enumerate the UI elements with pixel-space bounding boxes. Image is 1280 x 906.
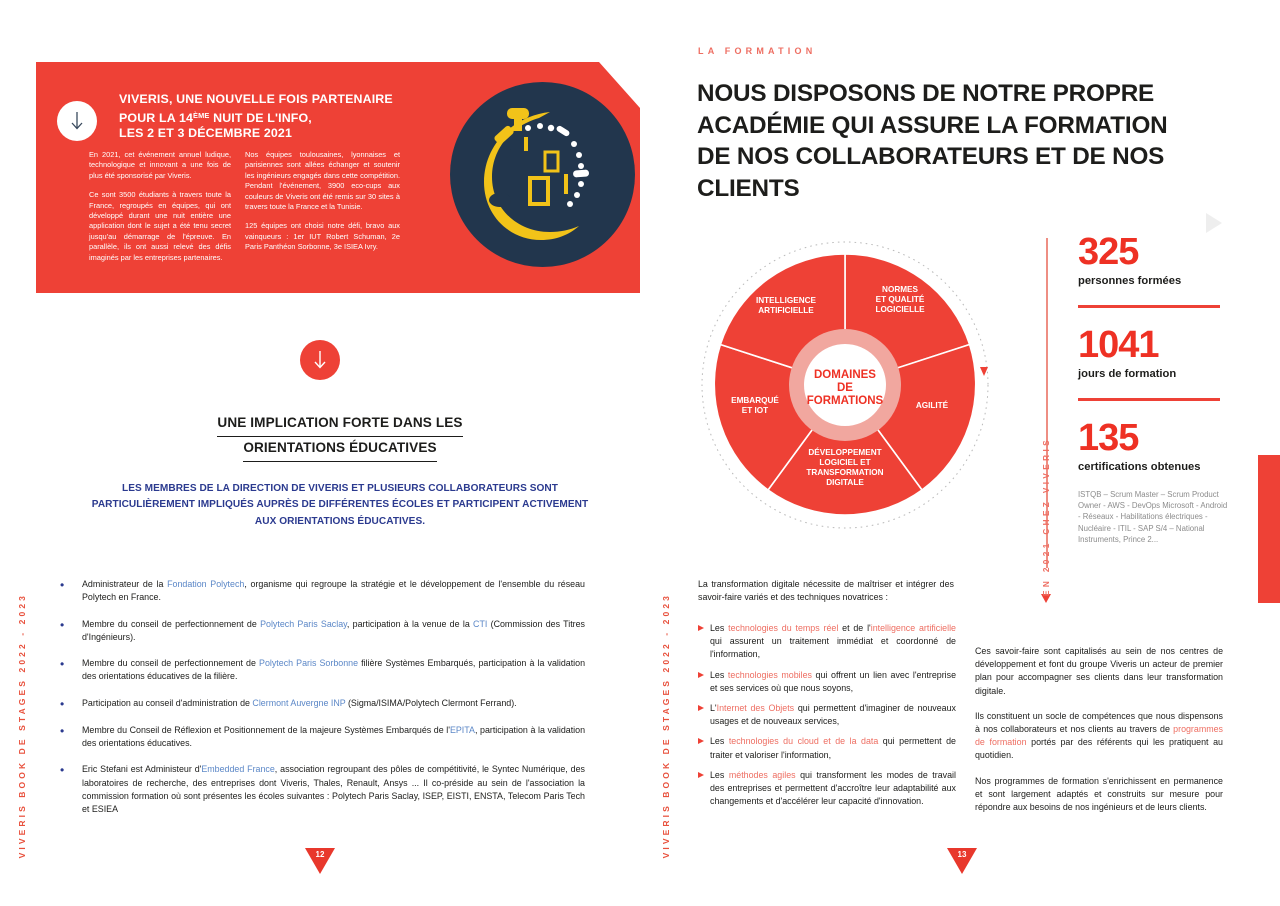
section-heading: [110, 412, 570, 462]
inline-highlight: méthodes agiles: [728, 769, 796, 780]
inline-link[interactable]: Fondation Polytech: [167, 579, 245, 589]
stat-block: [1078, 232, 1228, 287]
section-heading-line1: UNE IMPLICATION FORTE DANS LES: [217, 412, 462, 437]
inline-highlight: technologies mobiles: [727, 669, 812, 680]
section-subheading: LES MEMBRES DE LA DIRECTION DE VIVERIS ET PLUSIEURS COLLABORATEURS SONT PARTICULIÈREMENT IMPLIQUÉS AUPRÈS DE DIFFÉRENTES ÉCOLES ET PARTICIPENT ACTIVEMENT AUX ORIENTATIONS ÉDUCATIVES.: [91, 483, 589, 527]
stat-block: [1078, 325, 1228, 380]
technologies-list: [698, 622, 956, 815]
stats-column: [1078, 232, 1228, 545]
inline-highlight: intelligence artificielle: [870, 623, 956, 633]
inline-link[interactable]: CTI: [473, 618, 488, 629]
svg-text:ARTIFICIELLE: ARTIFICIELLE: [758, 306, 814, 315]
inline-highlight: technologies du temps réel: [728, 623, 839, 633]
stat-number: 135: [1078, 417, 1139, 459]
inline-link[interactable]: Polytech Paris Sorbonne: [259, 658, 359, 669]
bullet-dot-icon: •: [60, 617, 65, 632]
paragraph: Ils constituent un socle de compétences que nous dispensons à nos collaborateurs et nos clients au travers de programmes de formation portés par des référents qui les pratiquent au quotidien.: [975, 710, 1223, 761]
inline-highlight: Internet des Objets: [716, 703, 795, 714]
paragraph: Nos programmes de formation s'enrichissent en permanence et sont largement adaptés et construits sur mesure pour répondre aux besoins de nos ingénieurs et de leurs clients.: [975, 775, 1223, 813]
list-item: [60, 763, 585, 816]
list-item: [698, 622, 956, 662]
section-eyebrow: LA FORMATION: [698, 46, 817, 56]
svg-text:INTELLIGENCE: INTELLIGENCE: [755, 296, 817, 305]
inline-highlight: programmes de formation: [975, 724, 1223, 748]
hero-title-line1: VIVERIS, UNE NOUVELLE FOIS PARTENAIRE: [119, 92, 393, 106]
list-item-text: Les méthodes agiles qui transforment les modes de travail des entreprises et permettent d'accroître leur adaptabilité aux changements et d'accélérer leur capacité d'innovation.: [710, 769, 956, 807]
divider: [1078, 398, 1220, 401]
svg-text:DE: DE: [837, 382, 853, 394]
svg-text:FORMATIONS: FORMATIONS: [806, 395, 884, 407]
stat-number: 1041: [1078, 324, 1159, 366]
triangle-bullet-icon: [698, 672, 710, 695]
page-title: NOUS DISPOSONS DE NOTRE PROPRE ACADÉMIE QUI ASSURE LA FORMATION DE NOS COLLABORATEURS ET DE NOS CLIENTS: [697, 80, 1168, 202]
list-item-text: Les technologies du temps réel et de l'intelligence artificielle qui assurent un traitement immédiat et coordonné de l'information,: [710, 623, 956, 660]
stats-axis-label: EN 2021 CHEZ VIVERIS: [1042, 436, 1051, 596]
svg-text:ET QUALITÉ: ET QUALITÉ: [875, 295, 925, 304]
bullet-dot-icon: •: [60, 696, 65, 711]
sidebar-label-left: VIVERIS BOOK DE STAGES 2022 - 2023: [17, 592, 27, 858]
triangle-bullet-icon: [698, 772, 710, 809]
inline-link[interactable]: Embedded France: [201, 764, 275, 775]
section-heading-line2: ORIENTATIONS ÉDUCATIVES: [243, 437, 436, 462]
triangle-bullet-icon: [698, 705, 710, 728]
hero-paragraph: Nos équipes toulousaines, lyonnaises et parisiennes sont allées échanger et soutenir les ingénieurs engagés dans cette compétition. Pendant l'événement, 3900 eco-cups aux couleurs de Viveris ont été remis sur 30 sites à travers toute la France et la Tunisie.: [245, 150, 400, 212]
list-item-text: Membre du conseil de perfectionnement de Polytech Paris Sorbonne filière Systèmes Embarqués, participation à la validation des orientations éducatives de la filière.: [82, 658, 585, 682]
svg-text:AGILITÉ: AGILITÉ: [915, 401, 949, 410]
svg-text:NORMES: NORMES: [882, 285, 918, 294]
hero-paragraph: Ce sont 3500 étudiants à travers toute la France, regroupés en équipes, qui ont développé durant une nuit entière une application dont le sujet a été tenu secret jusqu'au démarrage de l'épreuve. En parallèle, ils ont aussi relevé des défis imaginés par les entreprises partenaires.: [89, 190, 231, 262]
triangle-bullet-icon: [698, 738, 710, 761]
hero-title-line3: LES 2 ET 3 DÉCEMBRE 2021: [119, 126, 292, 140]
page-number-marker-left: [305, 848, 335, 878]
closing-text-column: [975, 645, 1223, 826]
stat-block: [1078, 418, 1228, 473]
hero-title: [119, 92, 419, 142]
stat-label: jours de formation: [1078, 368, 1177, 380]
stat-label: certifications obtenues: [1078, 461, 1201, 473]
inline-link[interactable]: Polytech Paris Saclay: [260, 618, 347, 629]
list-item: [698, 702, 956, 728]
list-item-text: Membre du Conseil de Réflexion et Positionnement de la majeure Systèmes Embarqués de l'EPITA, participation à la validation des orientations éducatives.: [82, 724, 586, 749]
svg-text:DIGITALE: DIGITALE: [826, 478, 864, 487]
list-item: [60, 618, 585, 645]
list-item: [60, 578, 585, 605]
play-triangle-icon: [1206, 213, 1222, 233]
bullet-dot-icon: •: [60, 657, 65, 672]
svg-text:TRANSFORMATION: TRANSFORMATION: [806, 468, 884, 477]
stat-label: personnes formées: [1078, 275, 1182, 287]
inline-highlight: technologies du cloud et de la data: [728, 736, 879, 747]
hero-paragraph: 125 équipes ont choisi notre défi, bravo aux vainqueurs : 1er IUT Robert Schuman, 2e Paris Panthéon Sorbonne, 3e ISIEA Ivry.: [245, 221, 400, 252]
svg-text:LOGICIELLE: LOGICIELLE: [875, 305, 925, 314]
list-item: [698, 669, 956, 695]
list-item-text: Eric Stefani est Administeur d'Embedded France, association regroupant des pôles de compétitivité, le Syntec Numérique, des laboratoires de recherche, des entreprises dont Viveris, Thales, Renault, Ansys ... Il co-préside au sein de l'association la commission formation où sont présentes les écoles suivantes : Polytech Paris Saclay, ISEP, EISTI, ENSTA, Telecom Paris Tech et ESIEA: [82, 764, 585, 815]
list-item: [698, 769, 956, 809]
list-item: [60, 724, 585, 751]
sidebar-label-right: VIVERIS BOOK DE STAGES 2022 - 2023: [661, 592, 671, 858]
page-edge-accent-tab: [1258, 455, 1280, 603]
inline-link[interactable]: Clermont Auvergne INP: [252, 697, 346, 708]
page-number: 12: [315, 850, 325, 859]
hero-text-column-1: [89, 150, 231, 272]
divider: [1078, 305, 1220, 308]
bullet-dot-icon: •: [60, 723, 65, 738]
paragraph: Ces savoir-faire sont capitalisés au sein de nos centres de développement et font du groupe Viveris un acteur de premier plan pour accompagner ses clients dans leur transformation digitale.: [975, 646, 1223, 696]
bullet-dot-icon: •: [60, 763, 65, 778]
hero-text-column-2: [245, 150, 400, 262]
list-item-text: Membre du conseil de perfectionnement de Polytech Paris Saclay, participation à la venue de la CTI (Commission des Titres d'Ingénieurs).: [82, 618, 585, 642]
svg-text:DOMAINES: DOMAINES: [814, 369, 876, 381]
page-number-marker-right: [947, 848, 977, 878]
intro-paragraph: La transformation digitale nécessite de maîtriser et intégrer des savoir-faire variés et des techniques novatrices :: [698, 579, 954, 602]
list-item: [698, 735, 956, 761]
triangle-bullet-icon: [698, 625, 710, 662]
list-item-text: Les technologies mobiles qui offrent un lien avec l'entreprise et ses services où que nous soyons,: [710, 669, 956, 693]
svg-text:EMBARQUÉ: EMBARQUÉ: [731, 396, 779, 405]
down-arrow-icon-red: [300, 340, 340, 380]
training-domains-donut-diagram: [700, 240, 990, 530]
stat-note: ISTQB – Scrum Master – Scrum Product Owner - AWS - DevOps Microsoft - Android - Réseaux - Habilitations électriques - Nucléaire - ITIL - SAP S/4 – National Instruments, Prince 2...: [1078, 490, 1228, 544]
list-item: [60, 697, 585, 711]
list-item-text: L'Internet des Objets qui permettent d'imaginer de nouveaux usages et de nouveaux services,: [710, 703, 956, 727]
inline-link[interactable]: EPITA: [449, 724, 475, 735]
list-item-text: Les technologies du cloud et de la data qui permettent de traiter et valoriser l'information,: [710, 736, 956, 760]
hero-paragraph: En 2021, cet événement annuel ludique, technologique et innovant a une fois de plus été sponsorisé par Viveris.: [89, 150, 231, 180]
svg-text:DÉVELOPPEMENT: DÉVELOPPEMENT: [808, 448, 882, 457]
bullet-dot-icon: •: [60, 578, 65, 592]
svg-text:LOGICIEL ET: LOGICIEL ET: [819, 458, 871, 467]
hero-title-line2: POUR LA 14ÈME NUIT DE L'INFO,: [119, 110, 312, 125]
list-item: [60, 657, 585, 684]
down-arrow-icon-white: [57, 101, 97, 141]
svg-text:ET IOT: ET IOT: [741, 406, 769, 415]
nuit-de-linfo-logo-icon: [450, 82, 635, 267]
educational-bullet-list: [60, 578, 585, 830]
list-item-text: Administrateur de la Fondation Polytech, organisme qui regroupe la stratégie et le développement de l'ensemble du réseau Polytech en France.: [82, 579, 585, 603]
list-item-text: Participation au conseil d'administration de Clermont Auvergne INP (Sigma/ISIMA/Polytech Clermont Ferrand).: [82, 697, 517, 708]
stat-number: 325: [1078, 231, 1139, 273]
page-number: 13: [957, 850, 967, 859]
